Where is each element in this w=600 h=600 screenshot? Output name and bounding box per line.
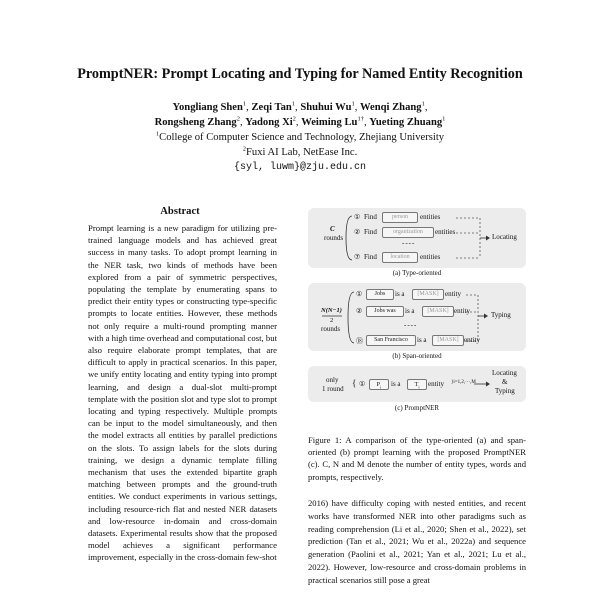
is-a-label: is a <box>417 336 427 344</box>
rounds-label: 1 round <box>322 385 344 393</box>
entities-label: entities <box>420 253 441 261</box>
figure-caption <box>308 434 526 483</box>
type-slot-box: person <box>382 212 418 223</box>
ellipsis: ---- <box>402 239 416 247</box>
caption-a: (a) Type-oriented <box>392 269 442 277</box>
caption-c: (c) PromptNER <box>394 404 440 412</box>
author-sup: 1 <box>242 100 247 108</box>
abstract-heading: Abstract <box>160 206 200 217</box>
author-sup: 1 <box>291 100 296 108</box>
type-slot-box: organization <box>382 227 434 238</box>
row-number: ① <box>356 290 363 298</box>
figure-caption-text: Figure 1: A comparison of the type-oriented (a) and span-oriented (b) prompt learning with the proposed PromptNER (c). C, N and M denote the number of entity types, words and prompts, respectively. <box>308 435 526 482</box>
author-sup: 2 <box>292 115 296 123</box>
author-name: Zeqi Tan <box>251 102 292 113</box>
rounds-only: only <box>326 376 339 384</box>
is-a-label: is a <box>405 307 415 315</box>
mask-slot-box: [MASK] <box>422 306 454 317</box>
rounds-label: rounds <box>321 325 341 333</box>
output-locating: Locating <box>492 233 517 241</box>
rounds-expression-denominator: 2 <box>330 317 334 324</box>
row-number: ① <box>359 380 366 388</box>
output-locating: Locating <box>492 369 517 377</box>
row-number: ⑦ <box>354 253 361 261</box>
panel-span-oriented <box>308 283 526 351</box>
body-text: 2016) have difficulty coping with nested entities, and recent works have transformed NER into other paradigms such as reading comprehension (Li et al., 2020; Shen et al., 2022), set prediction (Tan et al., 2021; Wu et al., 2022a) and sequence generation (Paolini et al., 2021; Yan et al., 2021; Lu et al., 2022). However, low-resource and cross-domain problems in practical scenarios still pose a great <box>308 498 526 585</box>
mask-slot-box: [MASK] <box>412 289 444 300</box>
type-slot-box <box>407 379 427 390</box>
type-slot-label: T <box>414 381 419 388</box>
output-ampersand: & <box>502 378 508 386</box>
row-number: ① <box>354 213 361 221</box>
rounds-label: rounds <box>324 234 344 242</box>
affiliation-2 <box>0 145 600 160</box>
position-slot-label: P <box>376 381 381 388</box>
entity-label: entity <box>428 380 444 388</box>
row-number: ② <box>356 307 363 315</box>
entity-label: entity <box>445 290 461 298</box>
affiliation-sup: 1 <box>155 130 160 138</box>
author-sup: 1 <box>421 100 425 108</box>
affiliation-text: Fuxi AI Lab, NetEase Inc. <box>246 147 358 158</box>
span-slot-box: Jobs was <box>366 306 404 317</box>
authors-line-2: Rongsheng Zhang$^2$, Yadong Xi$^2$, Weiming $Lu^{1\dagger}$, Yueting Zhuang$^1$ <box>154 115 446 128</box>
abstract-body <box>88 222 277 564</box>
prompt-range: }i=1,2,···,M <box>451 380 476 385</box>
author-sup: 1 <box>442 115 446 123</box>
find-label: Find <box>364 253 377 261</box>
position-slot-box <box>369 379 389 390</box>
row-number: ② <box>354 228 361 236</box>
find-label: Find <box>364 228 377 236</box>
authors-line-1: Yongliang Shen$^1$, Zeqi Tan$^1$, Shuhui Wu$^1$, Wenqi Zhang$^1$, <box>172 100 428 113</box>
author-name: Shuhui Wu <box>300 102 352 113</box>
find-label: Find <box>364 213 377 221</box>
mask-slot-box: [MASK] <box>432 335 464 346</box>
author-sup: 1 <box>351 100 355 108</box>
entities-label: entities <box>435 228 456 236</box>
entity-label: entity <box>464 336 480 344</box>
rounds-expression-numerator: N(N−1) <box>321 307 342 314</box>
author-sup: 1† <box>357 115 364 123</box>
author-name: Wenqi Zhang <box>360 102 422 113</box>
panel-type-oriented <box>308 208 526 268</box>
output-typing: Typing <box>495 387 515 395</box>
entity-label: entity <box>454 307 470 315</box>
author-block <box>0 100 600 175</box>
position-slot-subscript: i <box>380 384 382 390</box>
author-sup: 2 <box>236 115 240 123</box>
rounds-symbol: C <box>330 225 335 233</box>
row-number: ⑱ <box>356 337 363 345</box>
author-name: Yongliang Shen <box>172 102 243 113</box>
span-slot-box: Jobs <box>366 289 394 300</box>
span-slot-box: San Francisco <box>366 335 416 346</box>
entities-label: entities <box>420 213 441 221</box>
output-typing: Typing <box>491 311 511 319</box>
is-a-label: is a <box>395 290 405 298</box>
ellipsis: ---- <box>404 321 418 329</box>
author-name: Yueting Zhuang <box>369 117 443 128</box>
type-slot-subscript: i <box>418 384 420 390</box>
panel-promptner <box>308 366 526 402</box>
caption-b: (b) Span-oriented <box>392 352 442 360</box>
affiliation-1 <box>0 130 600 145</box>
open-brace: { <box>352 378 357 388</box>
abstract-text: Prompt learning is a new paradigm for utilizing pre-trained language models and has achieved great success in many tasks. To adopt prompt learning in the NER task, two kinds of methods have been explored from a pair of symmetric perspectives, populating the template by enumerating spans to predict their entity types or constructing type-specific prompts to locate entities. However, these methods not only require a multi-round prompting manner with a high time overhead and computational cost, but also require elaborate prompt templates, that are difficult to apply in practical scenarios. In this paper, we unify entity locating and entity typing into prompt learning, and design a dual-slot multi-prompt template with the position slot and type slot to prompt locating and typing respectively. Multiple prompts can be input to the model simultaneously, and then the model extracts all entities by parallel predictions on the slots. To assign labels for the slots during training, we design a dynamic template filling mechanism that uses the extended bipartite graph matching between prompts and the ground-truth entities. We conduct experiments in various settings, including resource-rich flat and nested NER datasets and low-resource in-domain and cross-domain datasets. Experimental results show that the proposed model achieves a significant performance improvement, especially in the cross-domain few-shot <box>88 223 277 563</box>
author-name: Rongsheng Zhang <box>154 117 237 128</box>
affiliation-sup: 2 <box>242 145 247 153</box>
type-slot-box: location <box>382 252 418 263</box>
author-name: Weiming Lu <box>301 117 358 128</box>
affiliation-text: College of Computer Science and Technology, Zhejiang University <box>159 132 445 143</box>
paper-title: PromptNER: Prompt Locating and Typing for Named Entity Recognition <box>77 66 523 82</box>
is-a-label: is a <box>391 380 401 388</box>
email: {syl, luwm}@zju.edu.cn <box>233 162 367 173</box>
author-name: Yadong Xi <box>245 117 293 128</box>
right-column-body <box>308 497 526 587</box>
